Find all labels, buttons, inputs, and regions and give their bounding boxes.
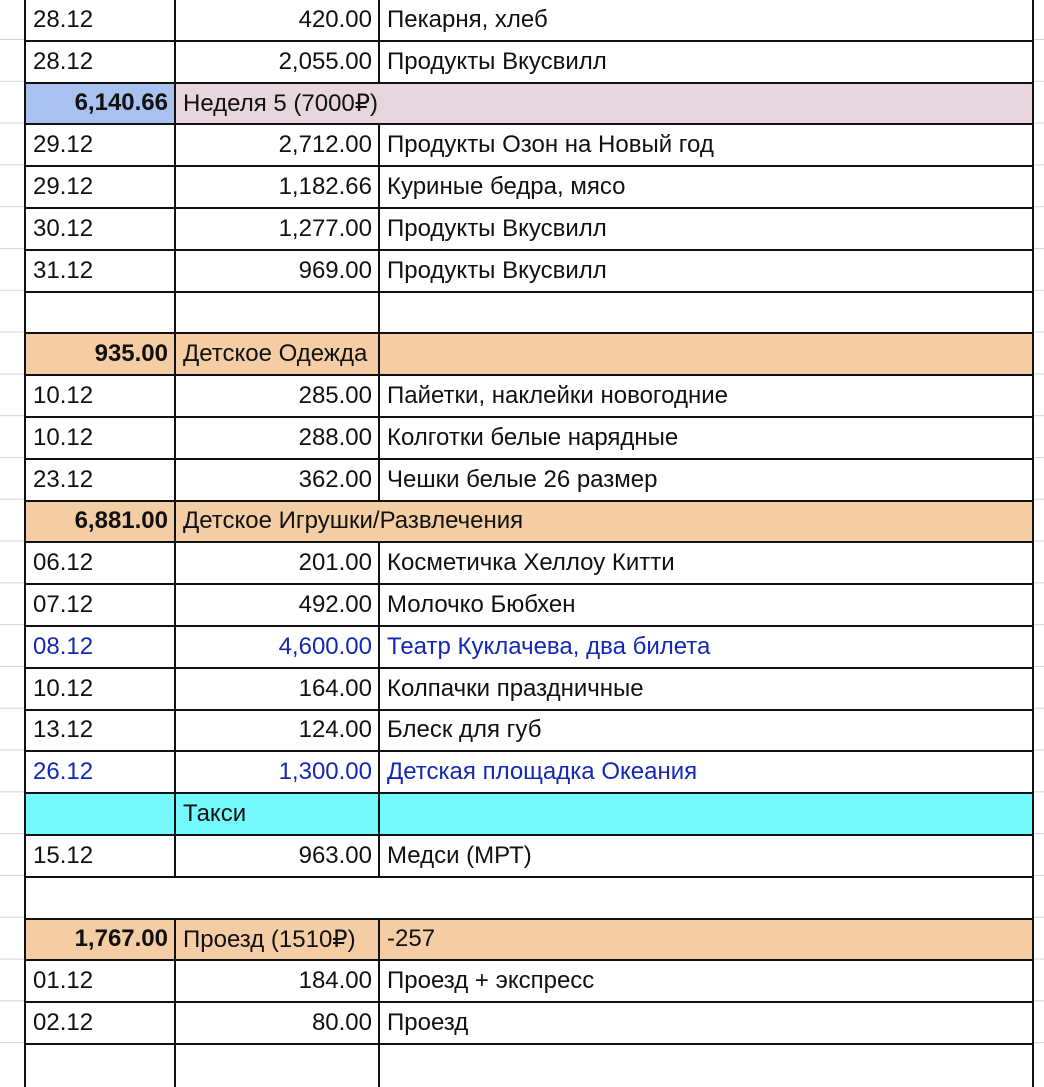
table-row bbox=[26, 167, 1032, 209]
table-row bbox=[26, 836, 1032, 878]
date-cell[interactable]: 06.12 bbox=[26, 543, 176, 583]
description-cell[interactable]: Продукты Вкусвилл bbox=[387, 256, 607, 284]
category-total-cell[interactable]: 6,881.00 bbox=[26, 502, 176, 542]
category-title-cell[interactable]: Детское Игрушки/Развлечения bbox=[183, 507, 524, 535]
amount-cell[interactable]: 201.00 bbox=[176, 543, 380, 583]
empty-cell[interactable] bbox=[26, 878, 176, 918]
table-row bbox=[26, 711, 1032, 753]
date-cell[interactable]: 08.12 bbox=[26, 627, 176, 667]
table-row bbox=[26, 376, 1032, 418]
empty-cell[interactable] bbox=[380, 293, 1032, 333]
description-cell[interactable]: Косметичка Хеллоу Китти bbox=[387, 549, 675, 577]
date-cell[interactable]: 29.12 bbox=[26, 125, 176, 165]
amount-cell[interactable]: 184.00 bbox=[176, 961, 380, 1001]
gridline-margin-left bbox=[0, 0, 24, 1047]
description-cell[interactable]: Чешки белые 26 размер bbox=[387, 465, 658, 493]
category-title-cell[interactable]: Детское Одежда bbox=[176, 334, 380, 374]
description-cell[interactable]: Колготки белые нарядные bbox=[387, 423, 679, 451]
table-row bbox=[26, 961, 1032, 1003]
category-total-cell[interactable]: 1,767.00 bbox=[26, 920, 176, 960]
description-cell[interactable]: Пекарня, хлеб bbox=[387, 5, 548, 33]
empty-cell[interactable] bbox=[380, 794, 1032, 834]
category-header-row bbox=[26, 794, 1032, 836]
category-header-row bbox=[26, 920, 1032, 962]
description-cell[interactable]: Детская площадка Океания bbox=[387, 758, 698, 786]
empty-cell[interactable] bbox=[26, 293, 176, 333]
week-total-cell[interactable]: 6,140.66 bbox=[26, 84, 176, 124]
date-cell[interactable]: 15.12 bbox=[26, 836, 176, 876]
empty-cell[interactable] bbox=[176, 293, 380, 333]
table-row bbox=[26, 125, 1032, 167]
description-cell[interactable]: Блеск для губ bbox=[387, 716, 542, 744]
empty-cell[interactable] bbox=[176, 1045, 380, 1087]
table-row bbox=[26, 585, 1032, 627]
empty-row bbox=[26, 878, 1032, 920]
amount-cell[interactable]: 963.00 bbox=[176, 836, 380, 876]
description-cell[interactable]: Театр Куклачева, два билета bbox=[387, 632, 711, 660]
empty-row bbox=[26, 293, 1032, 335]
date-cell[interactable]: 07.12 bbox=[26, 585, 176, 625]
table-row bbox=[26, 251, 1032, 293]
table-row bbox=[26, 209, 1032, 251]
amount-cell[interactable]: 492.00 bbox=[176, 585, 380, 625]
description-cell[interactable]: Продукты Вкусвилл bbox=[387, 214, 607, 242]
category-title-cell[interactable]: Проезд (1510₽) bbox=[176, 920, 380, 960]
table-row bbox=[26, 543, 1032, 585]
empty-cell[interactable] bbox=[176, 878, 380, 918]
date-cell[interactable]: 28.12 bbox=[26, 0, 176, 40]
table-row bbox=[26, 418, 1032, 460]
category-note-cell[interactable]: -257 bbox=[387, 925, 436, 953]
date-cell[interactable]: 13.12 bbox=[26, 711, 176, 751]
empty-cell[interactable] bbox=[380, 1045, 1032, 1087]
category-header-row bbox=[26, 334, 1032, 376]
date-cell[interactable]: 02.12 bbox=[26, 1003, 176, 1043]
description-cell[interactable]: Пайетки, наклейки новогодние bbox=[387, 382, 728, 410]
amount-cell[interactable]: 1,300.00 bbox=[176, 752, 380, 792]
date-cell[interactable]: 10.12 bbox=[26, 376, 176, 416]
date-cell[interactable]: 10.12 bbox=[26, 418, 176, 458]
week-title-cell[interactable]: Неделя 5 (7000₽) bbox=[183, 89, 379, 117]
table-row-highlighted bbox=[26, 752, 1032, 794]
category-title-cell[interactable]: Такси bbox=[176, 794, 380, 834]
empty-cell[interactable] bbox=[380, 502, 1032, 542]
amount-cell[interactable]: 285.00 bbox=[176, 376, 380, 416]
amount-cell[interactable]: 124.00 bbox=[176, 711, 380, 751]
date-cell[interactable]: 30.12 bbox=[26, 209, 176, 249]
date-cell[interactable]: 29.12 bbox=[26, 167, 176, 207]
description-cell[interactable]: Куриные бедра, мясо bbox=[387, 173, 626, 201]
amount-cell[interactable]: 1,277.00 bbox=[176, 209, 380, 249]
description-cell[interactable]: Проезд bbox=[387, 1009, 469, 1037]
empty-cell[interactable] bbox=[26, 1045, 176, 1087]
empty-cell[interactable] bbox=[380, 84, 1032, 124]
table-row bbox=[26, 0, 1032, 42]
budget-table bbox=[24, 0, 1034, 1087]
amount-cell[interactable]: 80.00 bbox=[176, 1003, 380, 1043]
empty-cell[interactable] bbox=[26, 794, 176, 834]
table-row bbox=[26, 1003, 1032, 1045]
table-row bbox=[26, 669, 1032, 711]
category-header-row bbox=[26, 502, 1032, 544]
amount-cell[interactable]: 969.00 bbox=[176, 251, 380, 291]
date-cell[interactable]: 31.12 bbox=[26, 251, 176, 291]
empty-cell[interactable] bbox=[380, 878, 1032, 918]
amount-cell[interactable]: 362.00 bbox=[176, 460, 380, 500]
description-cell[interactable]: Продукты Озон на Новый год bbox=[387, 131, 714, 159]
date-cell[interactable]: 23.12 bbox=[26, 460, 176, 500]
table-row bbox=[26, 460, 1032, 502]
amount-cell[interactable]: 2,055.00 bbox=[176, 42, 380, 82]
description-cell[interactable]: Медси (МРТ) bbox=[387, 841, 532, 869]
amount-cell[interactable]: 4,600.00 bbox=[176, 627, 380, 667]
gridline-margin-right bbox=[1034, 0, 1044, 1047]
table-row bbox=[26, 42, 1032, 84]
date-cell[interactable]: 28.12 bbox=[26, 42, 176, 82]
amount-cell[interactable]: 288.00 bbox=[176, 418, 380, 458]
amount-cell[interactable]: 1,182.66 bbox=[176, 167, 380, 207]
description-cell[interactable]: Молочко Бюбхен bbox=[387, 591, 576, 619]
description-cell[interactable]: Колпачки праздничные bbox=[387, 674, 644, 702]
description-cell[interactable]: Продукты Вкусвилл bbox=[387, 47, 607, 75]
date-cell[interactable]: 26.12 bbox=[26, 752, 176, 792]
empty-cell[interactable] bbox=[380, 334, 1032, 374]
table-row-partial bbox=[26, 1045, 1032, 1087]
amount-cell[interactable]: 164.00 bbox=[176, 669, 380, 709]
amount-cell[interactable]: 2,712.00 bbox=[176, 125, 380, 165]
amount-cell[interactable]: 420.00 bbox=[176, 0, 380, 40]
week-header-row bbox=[26, 84, 1032, 126]
table-row-highlighted bbox=[26, 627, 1032, 669]
category-total-cell[interactable]: 935.00 bbox=[26, 334, 176, 374]
description-cell[interactable]: Проезд + экспресс bbox=[387, 967, 595, 995]
date-cell[interactable]: 10.12 bbox=[26, 669, 176, 709]
date-cell[interactable]: 01.12 bbox=[26, 961, 176, 1001]
